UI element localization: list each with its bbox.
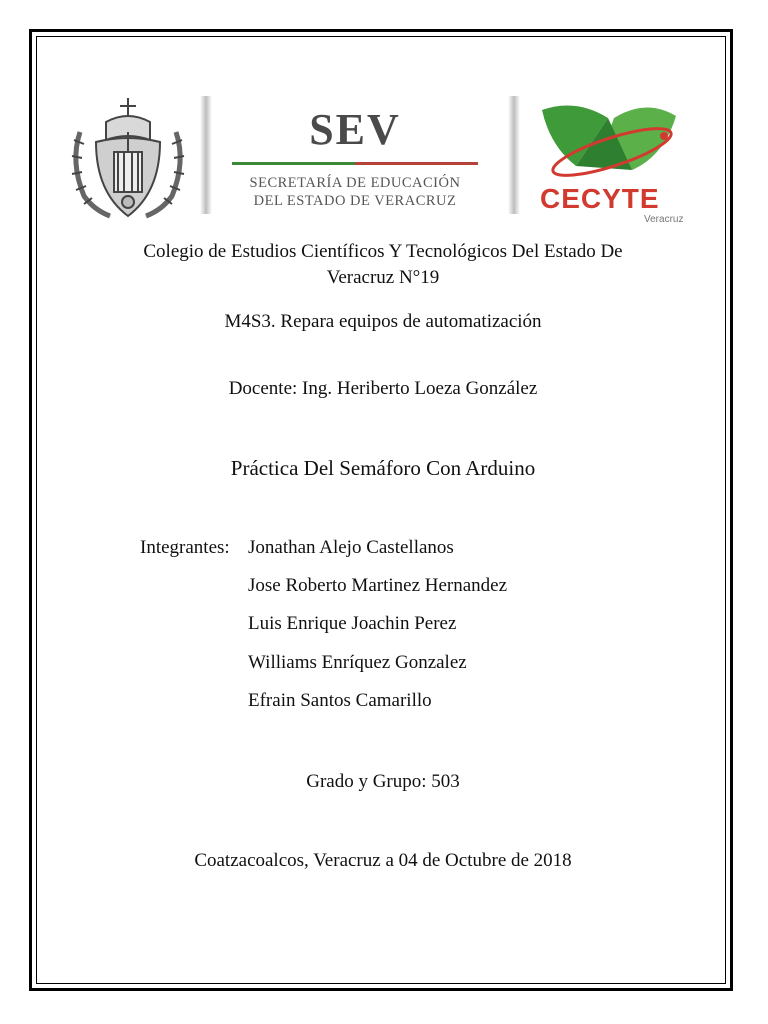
teacher-name: Docente: Ing. Heriberto Loeza González [228,378,538,399]
logo-strip [60,88,700,228]
team-label: Integrantes: [140,537,230,558]
sev-color-lines [232,162,478,165]
practice-title: Práctica Del Semáforo Con Arduino [230,456,536,480]
sev-subtitle-2: DEL ESTADO DE VERACRUZ [253,193,457,209]
veracruz-seal-logo [66,92,190,222]
module-name: M4S3. Repara equipos de automatización [224,311,542,332]
cecyte-wordmark: CECYTE [540,183,660,214]
institution-line-2: Veracruz N°19 [326,267,440,288]
team-member: Williams Enríquez Gonzalez [248,652,467,673]
sev-logo [210,98,500,218]
sev-title: SEV [309,105,401,154]
sev-green-line [232,162,355,165]
logo-divider [508,96,520,214]
cecyte-logo [536,96,686,226]
sev-subtitle-1: SECRETARÍA DE EDUCACIÓN [249,175,461,191]
cecyte-subword: Veracruz [644,214,684,225]
team-member: Efrain Santos Camarillo [248,690,432,711]
place-and-date: Coatzacoalcos, Veracruz a 04 de Octubre de 2018 [194,850,572,871]
grade-group: Grado y Grupo: 503 [306,771,460,792]
institution-line-1: Colegio de Estudios Científicos Y Tecnológicos Del Estado De [143,241,623,262]
team-member: Jonathan Alejo Castellanos [248,537,454,558]
team-member: Jose Roberto Martinez Hernandez [248,575,508,596]
team-member: Luis Enrique Joachin Perez [248,613,457,634]
sev-red-line [355,162,478,165]
